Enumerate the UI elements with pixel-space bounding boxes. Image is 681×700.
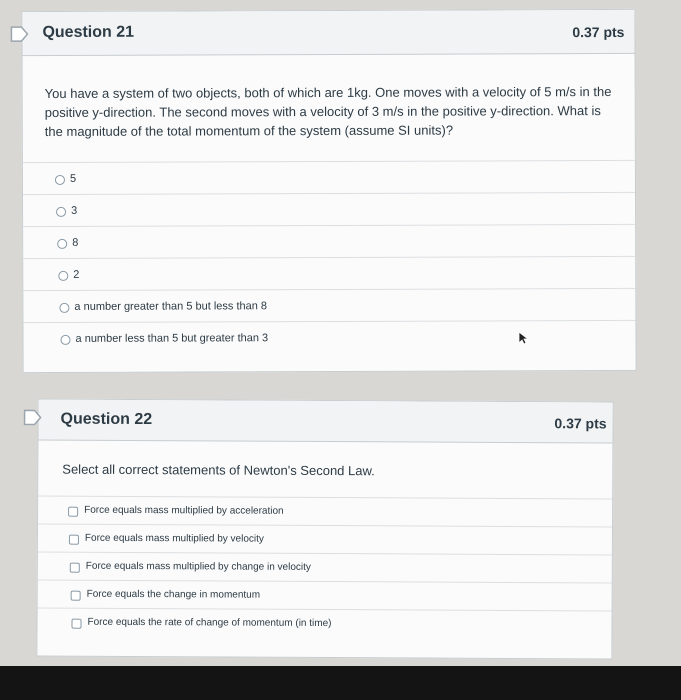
answer-label: 2 [73,268,80,281]
radio-button[interactable] [56,207,66,217]
answer-label: a number less than 5 but greater than 3 [75,332,269,345]
radio-button[interactable] [59,303,69,313]
checkbox[interactable] [68,507,78,517]
question-21-card [21,9,636,373]
checkbox[interactable] [69,535,79,545]
answer-label: 5 [69,172,77,185]
answer-label: Force equals mass multiplied by velocity [84,532,264,545]
screen-bottom-bezel [0,666,681,700]
question-22-card [36,398,613,659]
checkbox[interactable] [71,619,81,629]
question-22-text: Select all correct statements of Newton's Second Law. [62,461,375,479]
answer-option[interactable] [23,224,635,258]
answer-label: Force equals the rate of change of momentum (in time) [87,616,332,630]
answer-label: Force equals the change in momentum [86,588,261,601]
answer-option[interactable] [23,160,635,194]
radio-button[interactable] [58,271,68,281]
question-22-points: 0.37 pts [554,415,607,432]
answer-option[interactable] [38,551,612,582]
answer-option[interactable] [38,579,612,610]
answer-label: Force equals mass multiplied by change in velocity [85,560,311,573]
answer-option[interactable] [23,192,635,226]
question-21-text: You have a system of two objects, both of which are 1kg. One moves with a velocity of 5 m/s in the positive y-direction. The second moves with a velocity of 3 m/s in the positive y-direction. What is the magnitude of the total momentum of the system (assume SI units)? [44,84,612,139]
answer-label: a number greater than 5 but less than 8 [74,300,268,313]
radio-button[interactable] [61,335,71,345]
answer-label: 3 [71,204,78,217]
answer-option[interactable] [23,256,635,290]
answer-label: 8 [72,236,79,249]
answer-option[interactable] [38,523,612,554]
radio-button[interactable] [57,239,67,249]
question-22-header [38,399,612,443]
question-21-points: 0.37 pts [572,23,625,41]
question-21-header [22,10,634,56]
answer-option[interactable] [23,320,635,354]
radio-button[interactable] [55,175,65,185]
answer-option[interactable] [38,495,612,526]
question-21-title: Question 21 [42,23,135,41]
answer-label: Force equals mass multiplied by acceleration [84,504,284,517]
flag-question-icon[interactable] [10,26,28,42]
checkbox[interactable] [70,563,80,573]
answer-option[interactable] [37,607,611,638]
answer-option[interactable] [23,288,635,322]
question-22-title: Question 22 [60,410,153,429]
flag-question-icon[interactable] [24,409,42,425]
checkbox[interactable] [71,591,81,601]
mouse-cursor-icon [518,331,530,345]
